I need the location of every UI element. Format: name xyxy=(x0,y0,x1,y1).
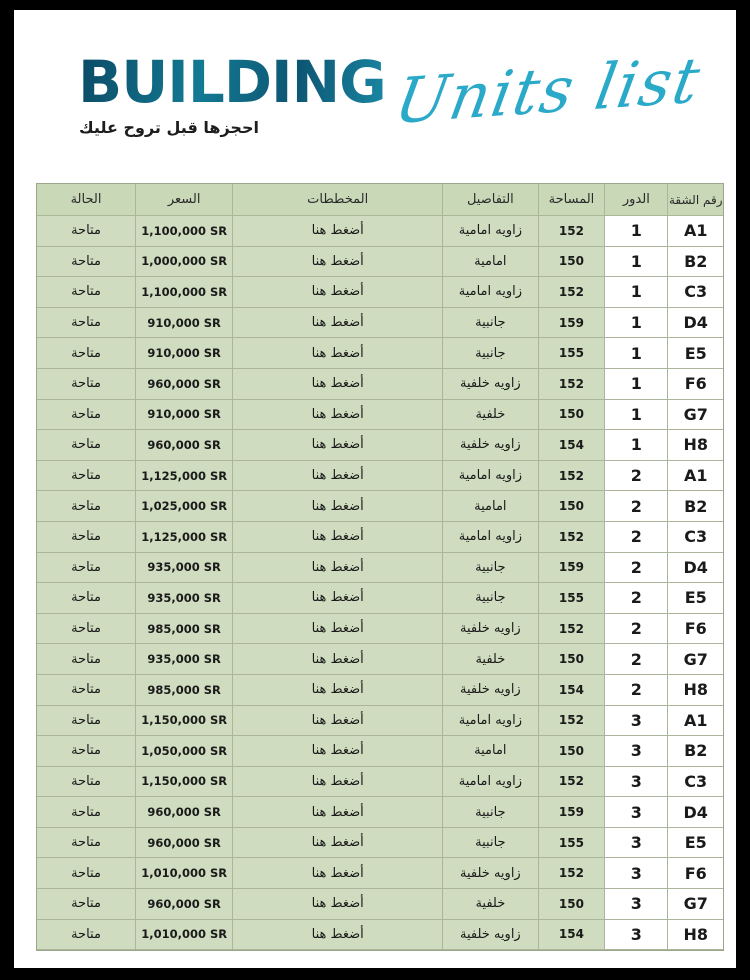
cell-status: متاحة xyxy=(37,675,136,706)
cell-status: متاحة xyxy=(37,216,136,247)
cell-price: 1,125,000 SR xyxy=(136,461,233,492)
cell-status: متاحة xyxy=(37,491,136,522)
cell-plans-link[interactable]: أضغط هنا xyxy=(233,430,443,461)
cell-price: 985,000 SR xyxy=(136,675,233,706)
header-unit: رقم الشقة xyxy=(668,184,723,216)
cell-status: متاحة xyxy=(37,522,136,553)
cell-details: خلفية xyxy=(443,889,539,920)
cell-details: زاويه امامية xyxy=(443,461,539,492)
cell-area: 152 xyxy=(539,858,606,889)
table-body xyxy=(37,216,723,950)
cell-unit: E5 xyxy=(668,583,723,614)
table-row xyxy=(37,430,723,461)
cell-status: متاحة xyxy=(37,920,136,951)
cell-status: متاحة xyxy=(37,706,136,737)
cell-details: زاويه امامية xyxy=(443,522,539,553)
cell-unit: B2 xyxy=(668,247,723,278)
table-row xyxy=(37,675,723,706)
cell-price: 910,000 SR xyxy=(136,338,233,369)
cell-unit: H8 xyxy=(668,430,723,461)
cell-plans-link[interactable]: أضغط هنا xyxy=(233,797,443,828)
cell-details: زاويه خلفية xyxy=(443,369,539,400)
cell-price: 1,150,000 SR xyxy=(136,706,233,737)
cell-area: 150 xyxy=(539,644,606,675)
cell-plans-link[interactable]: أضغط هنا xyxy=(233,277,443,308)
cell-floor: 3 xyxy=(605,706,668,737)
cell-price: 985,000 SR xyxy=(136,614,233,645)
cell-price: 1,025,000 SR xyxy=(136,491,233,522)
cell-unit: H8 xyxy=(668,675,723,706)
cell-status: متاحة xyxy=(37,277,136,308)
cell-status: متاحة xyxy=(37,583,136,614)
cell-plans-link[interactable]: أضغط هنا xyxy=(233,675,443,706)
cell-floor: 1 xyxy=(605,430,668,461)
header-plans: المخططات xyxy=(233,184,443,216)
cell-plans-link[interactable]: أضغط هنا xyxy=(233,338,443,369)
table-row xyxy=(37,491,723,522)
table-row xyxy=(37,277,723,308)
cell-details: امامية xyxy=(443,736,539,767)
cell-status: متاحة xyxy=(37,430,136,461)
cell-plans-link[interactable]: أضغط هنا xyxy=(233,858,443,889)
cell-area: 150 xyxy=(539,889,606,920)
cell-details: زاويه خلفية xyxy=(443,920,539,951)
cell-details: زاويه امامية xyxy=(443,767,539,798)
table-row xyxy=(37,400,723,431)
cell-price: 910,000 SR xyxy=(136,400,233,431)
cell-status: متاحة xyxy=(37,308,136,339)
cell-price: 960,000 SR xyxy=(136,369,233,400)
table-row xyxy=(37,461,723,492)
cell-floor: 2 xyxy=(605,522,668,553)
header-price: السعر xyxy=(136,184,233,216)
table-row xyxy=(37,706,723,737)
cell-plans-link[interactable]: أضغط هنا xyxy=(233,461,443,492)
cell-details: جانبية xyxy=(443,308,539,339)
cell-area: 152 xyxy=(539,522,606,553)
table-row xyxy=(37,644,723,675)
cell-price: 1,000,000 SR xyxy=(136,247,233,278)
cell-floor: 2 xyxy=(605,461,668,492)
cell-area: 155 xyxy=(539,583,606,614)
cell-area: 159 xyxy=(539,797,606,828)
cell-unit: H8 xyxy=(668,920,723,951)
cell-status: متاحة xyxy=(37,889,136,920)
cell-plans-link[interactable]: أضغط هنا xyxy=(233,706,443,737)
cell-plans-link[interactable]: أضغط هنا xyxy=(233,614,443,645)
cell-unit: C3 xyxy=(668,767,723,798)
cell-unit: F6 xyxy=(668,614,723,645)
cell-plans-link[interactable]: أضغط هنا xyxy=(233,216,443,247)
header-status: الحالة xyxy=(37,184,136,216)
cell-area: 152 xyxy=(539,216,606,247)
cell-price: 960,000 SR xyxy=(136,430,233,461)
cell-area: 152 xyxy=(539,706,606,737)
cell-floor: 3 xyxy=(605,889,668,920)
table-header-row xyxy=(37,184,723,216)
cell-unit: F6 xyxy=(668,858,723,889)
cell-area: 150 xyxy=(539,736,606,767)
cell-status: متاحة xyxy=(37,369,136,400)
table-row xyxy=(37,797,723,828)
cell-price: 960,000 SR xyxy=(136,797,233,828)
cell-plans-link[interactable]: أضغط هنا xyxy=(233,736,443,767)
units-table xyxy=(36,183,724,951)
table-row xyxy=(37,308,723,339)
cell-status: متاحة xyxy=(37,338,136,369)
cell-status: متاحة xyxy=(37,767,136,798)
cell-plans-link[interactable]: أضغط هنا xyxy=(233,308,443,339)
header-details: التفاصيل xyxy=(443,184,539,216)
cell-details: جانبية xyxy=(443,797,539,828)
cell-price: 1,125,000 SR xyxy=(136,522,233,553)
cell-details: جانبية xyxy=(443,828,539,859)
cell-floor: 3 xyxy=(605,828,668,859)
cell-details: جانبية xyxy=(443,553,539,584)
cell-unit: D4 xyxy=(668,308,723,339)
cell-price: 1,010,000 SR xyxy=(136,858,233,889)
cell-unit: A1 xyxy=(668,706,723,737)
brand-title: BUILDING xyxy=(78,48,386,116)
cell-price: 910,000 SR xyxy=(136,308,233,339)
cell-price: 960,000 SR xyxy=(136,828,233,859)
table-row xyxy=(37,920,723,951)
cell-area: 159 xyxy=(539,553,606,584)
cell-area: 152 xyxy=(539,767,606,798)
cell-area: 154 xyxy=(539,920,606,951)
cell-plans-link[interactable]: أضغط هنا xyxy=(233,400,443,431)
cell-floor: 3 xyxy=(605,797,668,828)
table-row xyxy=(37,247,723,278)
cell-plans-link[interactable]: أضغط هنا xyxy=(233,644,443,675)
cell-area: 154 xyxy=(539,675,606,706)
cell-plans-link[interactable]: أضغط هنا xyxy=(233,553,443,584)
cell-status: متاحة xyxy=(37,736,136,767)
cell-floor: 2 xyxy=(605,583,668,614)
cell-plans-link[interactable]: أضغط هنا xyxy=(233,583,443,614)
cell-floor: 1 xyxy=(605,369,668,400)
cell-floor: 2 xyxy=(605,644,668,675)
cell-floor: 3 xyxy=(605,767,668,798)
cell-details: زاويه خلفية xyxy=(443,430,539,461)
script-title-wrapper xyxy=(389,42,736,192)
cell-plans-link[interactable]: أضغط هنا xyxy=(233,491,443,522)
cell-status: متاحة xyxy=(37,247,136,278)
cell-area: 154 xyxy=(539,430,606,461)
cell-floor: 1 xyxy=(605,400,668,431)
cell-area: 152 xyxy=(539,461,606,492)
cell-unit: A1 xyxy=(668,216,723,247)
cell-plans-link[interactable]: أضغط هنا xyxy=(233,767,443,798)
cell-price: 960,000 SR xyxy=(136,889,233,920)
cell-details: امامية xyxy=(443,491,539,522)
cell-status: متاحة xyxy=(37,461,136,492)
cell-price: 1,100,000 SR xyxy=(136,216,233,247)
cell-floor: 1 xyxy=(605,277,668,308)
table-row xyxy=(37,614,723,645)
table-row xyxy=(37,216,723,247)
cell-plans-link[interactable]: أضغط هنا xyxy=(233,247,443,278)
cell-area: 152 xyxy=(539,277,606,308)
table-row xyxy=(37,338,723,369)
table-row xyxy=(37,553,723,584)
cell-details: خلفية xyxy=(443,400,539,431)
cell-unit: D4 xyxy=(668,553,723,584)
cell-status: متاحة xyxy=(37,553,136,584)
cell-unit: E5 xyxy=(668,828,723,859)
cell-floor: 2 xyxy=(605,553,668,584)
cell-plans-link[interactable]: أضغط هنا xyxy=(233,828,443,859)
cell-price: 935,000 SR xyxy=(136,644,233,675)
cell-price: 1,010,000 SR xyxy=(136,920,233,951)
cell-plans-link[interactable]: أضغط هنا xyxy=(233,920,443,951)
cell-unit: A1 xyxy=(668,461,723,492)
cell-area: 155 xyxy=(539,338,606,369)
tagline: احجزها قبل تروح عليك xyxy=(79,118,259,137)
cell-status: متاحة xyxy=(37,858,136,889)
cell-details: زاويه خلفية xyxy=(443,858,539,889)
cell-price: 1,100,000 SR xyxy=(136,277,233,308)
cell-unit: B2 xyxy=(668,491,723,522)
cell-area: 150 xyxy=(539,400,606,431)
cell-floor: 2 xyxy=(605,491,668,522)
cell-unit: C3 xyxy=(668,277,723,308)
cell-price: 935,000 SR xyxy=(136,583,233,614)
cell-floor: 1 xyxy=(605,216,668,247)
cell-status: متاحة xyxy=(37,644,136,675)
cell-floor: 1 xyxy=(605,338,668,369)
cell-area: 150 xyxy=(539,247,606,278)
cell-plans-link[interactable]: أضغط هنا xyxy=(233,522,443,553)
cell-floor: 2 xyxy=(605,675,668,706)
header-floor: الدور xyxy=(605,184,668,216)
cell-details: خلفية xyxy=(443,644,539,675)
cell-details: جانبية xyxy=(443,338,539,369)
cell-status: متاحة xyxy=(37,797,136,828)
table-row xyxy=(37,828,723,859)
cell-unit: B2 xyxy=(668,736,723,767)
cell-floor: 3 xyxy=(605,920,668,951)
cell-area: 152 xyxy=(539,369,606,400)
cell-unit: C3 xyxy=(668,522,723,553)
table-row xyxy=(37,736,723,767)
cell-price: 1,150,000 SR xyxy=(136,767,233,798)
table-row xyxy=(37,858,723,889)
cell-unit: F6 xyxy=(668,369,723,400)
document-sheet xyxy=(14,10,736,968)
cell-details: زاويه خلفية xyxy=(443,614,539,645)
cell-details: زاويه امامية xyxy=(443,706,539,737)
header-area: المساحة xyxy=(539,184,606,216)
cell-plans-link[interactable]: أضغط هنا xyxy=(233,369,443,400)
table-row xyxy=(37,767,723,798)
cell-details: جانبية xyxy=(443,583,539,614)
cell-floor: 1 xyxy=(605,308,668,339)
script-title: Units list xyxy=(389,42,708,139)
cell-floor: 1 xyxy=(605,247,668,278)
cell-unit: D4 xyxy=(668,797,723,828)
cell-unit: G7 xyxy=(668,400,723,431)
cell-details: زاويه امامية xyxy=(443,277,539,308)
cell-unit: G7 xyxy=(668,889,723,920)
cell-area: 150 xyxy=(539,491,606,522)
cell-plans-link[interactable]: أضغط هنا xyxy=(233,889,443,920)
cell-status: متاحة xyxy=(37,400,136,431)
cell-price: 1,050,000 SR xyxy=(136,736,233,767)
cell-floor: 3 xyxy=(605,858,668,889)
cell-area: 159 xyxy=(539,308,606,339)
cell-details: امامية xyxy=(443,247,539,278)
table-row xyxy=(37,889,723,920)
cell-unit: E5 xyxy=(668,338,723,369)
cell-area: 155 xyxy=(539,828,606,859)
cell-price: 935,000 SR xyxy=(136,553,233,584)
cell-floor: 2 xyxy=(605,614,668,645)
cell-details: زاويه خلفية xyxy=(443,675,539,706)
cell-status: متاحة xyxy=(37,828,136,859)
cell-status: متاحة xyxy=(37,614,136,645)
table-row xyxy=(37,522,723,553)
cell-details: زاويه امامية xyxy=(443,216,539,247)
cell-unit: G7 xyxy=(668,644,723,675)
cell-floor: 3 xyxy=(605,736,668,767)
table-row xyxy=(37,369,723,400)
cell-area: 152 xyxy=(539,614,606,645)
table-row xyxy=(37,583,723,614)
